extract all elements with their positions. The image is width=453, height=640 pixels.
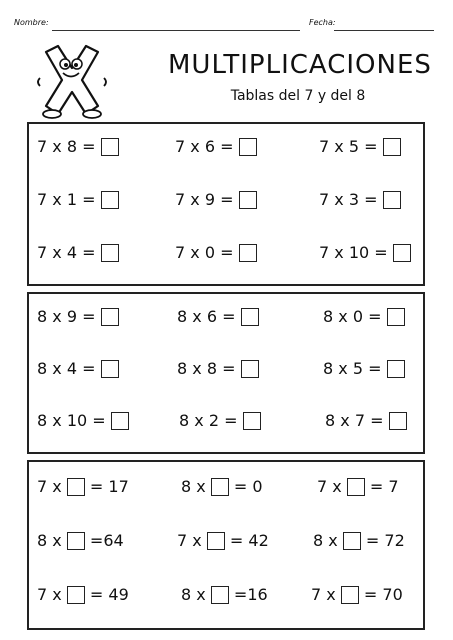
answer-box[interactable] <box>207 532 225 550</box>
exercise <box>323 358 405 380</box>
exercise <box>175 189 257 211</box>
answer-box[interactable] <box>387 360 405 378</box>
exercise-text: 7 x <box>317 477 342 496</box>
answer-box[interactable] <box>393 244 411 262</box>
exercise-text: 7 x 1 = <box>37 190 96 209</box>
exercise-text: 8 x 5 = <box>323 359 382 378</box>
exercise <box>37 136 119 158</box>
exercise-text: 7 x <box>37 585 62 604</box>
section-table-7 <box>27 122 425 286</box>
exercise-text: 8 x <box>181 477 206 496</box>
answer-box[interactable] <box>343 532 361 550</box>
exercise <box>177 530 269 552</box>
exercise-text: 7 x 10 = <box>319 243 388 262</box>
exercise-result: = 7 <box>369 477 399 496</box>
exercise <box>177 358 259 380</box>
date-field[interactable] <box>334 30 434 31</box>
exercise <box>37 410 129 432</box>
exercise-text: 7 x 3 = <box>319 190 378 209</box>
answer-box[interactable] <box>243 412 261 430</box>
exercise <box>319 189 401 211</box>
exercise-row <box>29 189 423 213</box>
exercise-text: 7 x 0 = <box>175 243 234 262</box>
exercise <box>37 358 119 380</box>
exercise-text: 7 x <box>37 477 62 496</box>
exercise-result: =16 <box>233 585 268 604</box>
exercise-text: 8 x <box>37 531 62 550</box>
answer-box[interactable] <box>239 191 257 209</box>
exercise <box>37 476 129 498</box>
answer-box[interactable] <box>67 532 85 550</box>
answer-box[interactable] <box>241 308 259 326</box>
answer-box[interactable] <box>211 478 229 496</box>
answer-box[interactable] <box>101 360 119 378</box>
page-subtitle: Tablas del 7 y del 8 <box>230 88 366 104</box>
multiplication-sign-mascot-icon <box>32 42 112 122</box>
answer-box[interactable] <box>101 244 119 262</box>
exercise-text: 7 x <box>177 531 202 550</box>
exercise-text: 7 x 5 = <box>319 137 378 156</box>
exercise-text: 7 x <box>311 585 336 604</box>
page-title: MULTIPLICACIONES <box>168 50 432 80</box>
exercise-result: = 70 <box>363 585 403 604</box>
exercise <box>313 530 405 552</box>
exercise <box>37 242 119 264</box>
exercise <box>177 306 259 328</box>
exercise <box>319 136 401 158</box>
exercise-row <box>29 242 423 266</box>
answer-box[interactable] <box>67 586 85 604</box>
exercise-result: = 0 <box>233 477 263 496</box>
exercise-text: 8 x 0 = <box>323 307 382 326</box>
date-label: Fecha: <box>309 18 336 27</box>
answer-box[interactable] <box>383 191 401 209</box>
answer-box[interactable] <box>241 360 259 378</box>
exercise-row <box>29 410 423 434</box>
exercise-text: 8 x 4 = <box>37 359 96 378</box>
exercise-text: 7 x 6 = <box>175 137 234 156</box>
exercise-text: 8 x 6 = <box>177 307 236 326</box>
answer-box[interactable] <box>239 138 257 156</box>
name-label: Nombre: <box>14 18 49 27</box>
exercise-result: = 72 <box>365 531 405 550</box>
answer-box[interactable] <box>347 478 365 496</box>
exercise <box>37 530 124 552</box>
section-table-8 <box>27 292 425 454</box>
answer-box[interactable] <box>67 478 85 496</box>
answer-box[interactable] <box>389 412 407 430</box>
exercise <box>175 242 257 264</box>
exercise-text: 8 x <box>181 585 206 604</box>
exercise <box>181 476 263 498</box>
name-field[interactable] <box>52 30 300 31</box>
answer-box[interactable] <box>111 412 129 430</box>
exercise-text: 7 x 4 = <box>37 243 96 262</box>
exercise-row <box>29 306 423 330</box>
exercise-result: = 49 <box>89 585 129 604</box>
answer-box[interactable] <box>383 138 401 156</box>
exercise <box>37 306 119 328</box>
exercise-text: 7 x 8 = <box>37 137 96 156</box>
exercise-text: 8 x 10 = <box>37 411 106 430</box>
answer-box[interactable] <box>387 308 405 326</box>
exercise-result: = 17 <box>89 477 129 496</box>
answer-box[interactable] <box>341 586 359 604</box>
exercise-row <box>29 476 423 500</box>
exercise-text: 8 x 9 = <box>37 307 96 326</box>
answer-box[interactable] <box>239 244 257 262</box>
answer-box[interactable] <box>211 586 229 604</box>
exercise <box>317 476 399 498</box>
exercise-row <box>29 136 423 160</box>
answer-box[interactable] <box>101 308 119 326</box>
exercise <box>325 410 407 432</box>
exercise-row <box>29 530 423 554</box>
exercise-text: 8 x 8 = <box>177 359 236 378</box>
exercise <box>175 136 257 158</box>
exercise <box>37 584 129 606</box>
answer-box[interactable] <box>101 191 119 209</box>
exercise <box>181 584 268 606</box>
exercise <box>37 189 119 211</box>
exercise-result: =64 <box>89 531 124 550</box>
exercise <box>311 584 403 606</box>
exercise-text: 8 x 7 = <box>325 411 384 430</box>
exercise-row <box>29 584 423 608</box>
exercise-text: 8 x 2 = <box>179 411 238 430</box>
exercise-text: 8 x <box>313 531 338 550</box>
answer-box[interactable] <box>101 138 119 156</box>
exercise-text: 7 x 9 = <box>175 190 234 209</box>
exercise <box>179 410 261 432</box>
section-missing-factor <box>27 460 425 630</box>
exercise <box>319 242 411 264</box>
exercise-row <box>29 358 423 382</box>
exercise <box>323 306 405 328</box>
exercise-result: = 42 <box>229 531 269 550</box>
